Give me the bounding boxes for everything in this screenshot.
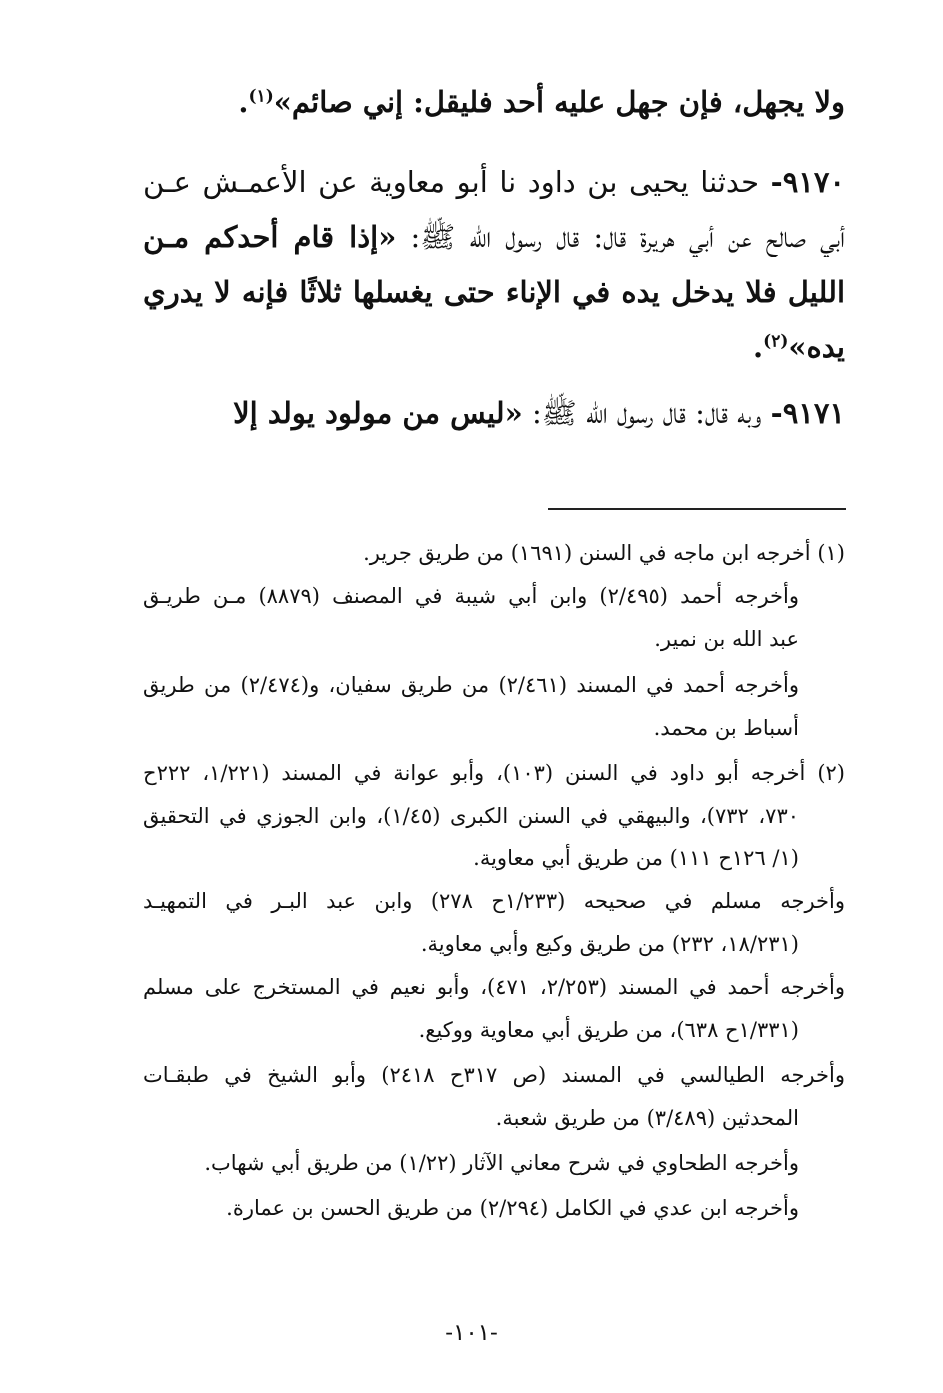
hadith-9171-isnad: وبه قال: قال رسول الله ﷺ: [522, 396, 762, 430]
hadith-9171-line-1 [143, 393, 845, 433]
footnote-1-line-2: وأخرجه أحمد (٢/٤٩٥) وابن أبي شيبة في المصنف (٨٨٧٩) مـن طريـق [143, 584, 799, 608]
hadith-9170-isnad-cont: أبي صالح عن أبي هريرة قال: قال رسول الله ﷺ: [396, 220, 845, 254]
hadith-9170-matn: الليل فلا يدخل يده في الإناء حتى يغسلها ثلاثًا فإنه لا يدري [143, 275, 845, 309]
footnote-2-line-11: وأخرجه ابن عدي في الكامل (٢/٢٩٤) من طريق الحسن بن عمارة. [226, 1196, 799, 1220]
hadith-9170-line-2 [143, 217, 845, 257]
footnote-2-line-9: المحدثين (٣/٤٨٩) من طريق شعبة. [495, 1106, 799, 1130]
footnote-2-line-7: (١/٣٣١ح ٦٣٨)، من طريق أبي معاوية ووكيع. [418, 1018, 799, 1042]
footnote-2-line-4: وأخرجه مسلم في صحيحه (١/٢٣٣ح ٢٧٨) وابن عبد البـر في التمهيـد [143, 889, 845, 913]
hadith-number-9171: ٩١٧١- [770, 396, 845, 430]
footnote-1-line-5: أسباط بن محمد. [653, 716, 799, 740]
footnote-1-line-1: (١) أخرجه ابن ماجه في السنن (١٦٩١) من طريق جرير. [363, 541, 845, 565]
main-text-line-1 [143, 82, 845, 122]
main-text-line-1-body: ولا يجهل، فإن جهل عليه أحد فليقل: إني صائم» [273, 85, 845, 119]
footnote-2-line-10: وأخرجه الطحاوي في شرح معاني الآثار (١/٢٢) من طريق أبي شهاب. [204, 1151, 799, 1175]
main-text-line-1-end: . [238, 85, 249, 119]
hadith-9170-isnad: حدثنا يحيى بن داود نا أبو معاوية عن الأعمـش عـن [143, 165, 760, 199]
hadith-9170-matn-end: يده» [788, 330, 845, 364]
hadith-9170-matn-start: «إذا قام أحدكم مـن [143, 220, 397, 254]
footnote-2-line-2: ٧٣٠، ٧٣٢)، والبيهقي في السنن الكبرى (١/٤٥)، وابن الجوزي في التحقيق [143, 804, 799, 828]
page-number: -١٠١- [445, 1320, 498, 1346]
footnote-2-line-1: (٢) أخرجه أبو داود في السنن (١٠٣)، وأبو عوانة في المسند (١/٢٢١، ٢٢٢ح [143, 761, 845, 785]
hadith-9170-line-3 [143, 272, 845, 312]
footnote-separator [548, 508, 846, 510]
footnote-2-line-5: (١٨/٢٣١، ٢٣٢) من طريق وكيع وأبي معاوية. [420, 932, 799, 956]
footnote-2-line-3: (١/ ١٢٦ح ١١١) من طريق أبي معاوية. [473, 846, 799, 870]
footnote-1-line-3: عبد الله بن نمير. [654, 627, 799, 651]
hadith-number-9170: ٩١٧٠- [770, 165, 845, 199]
footnote-ref-1: (١) [248, 86, 274, 107]
hadith-9171-matn: «ليس من مولود يولد إلا [233, 396, 523, 430]
footnote-ref-2: (٢) [763, 331, 789, 352]
hadith-9170-line-1 [143, 162, 845, 202]
hadith-9170-line-4-end: . [753, 330, 764, 364]
footnote-2-line-6: وأخرجه أحمد في المسند (٢/٢٥٣، ٤٧١)، وأبو نعيم في المستخرج على مسلم [143, 975, 845, 999]
hadith-9170-line-4 [143, 327, 845, 367]
footnote-2-line-8: وأخرجه الطيالسي في المسند (ص ٣١٧ح ٢٤١٨) وأبو الشيخ في طبقـات [143, 1063, 845, 1087]
footnote-1-line-4: وأخرجه أحمد في المسند (٢/٤٦١) من طريق سفيان، و(٢/٤٧٤) من طريق [143, 673, 799, 697]
